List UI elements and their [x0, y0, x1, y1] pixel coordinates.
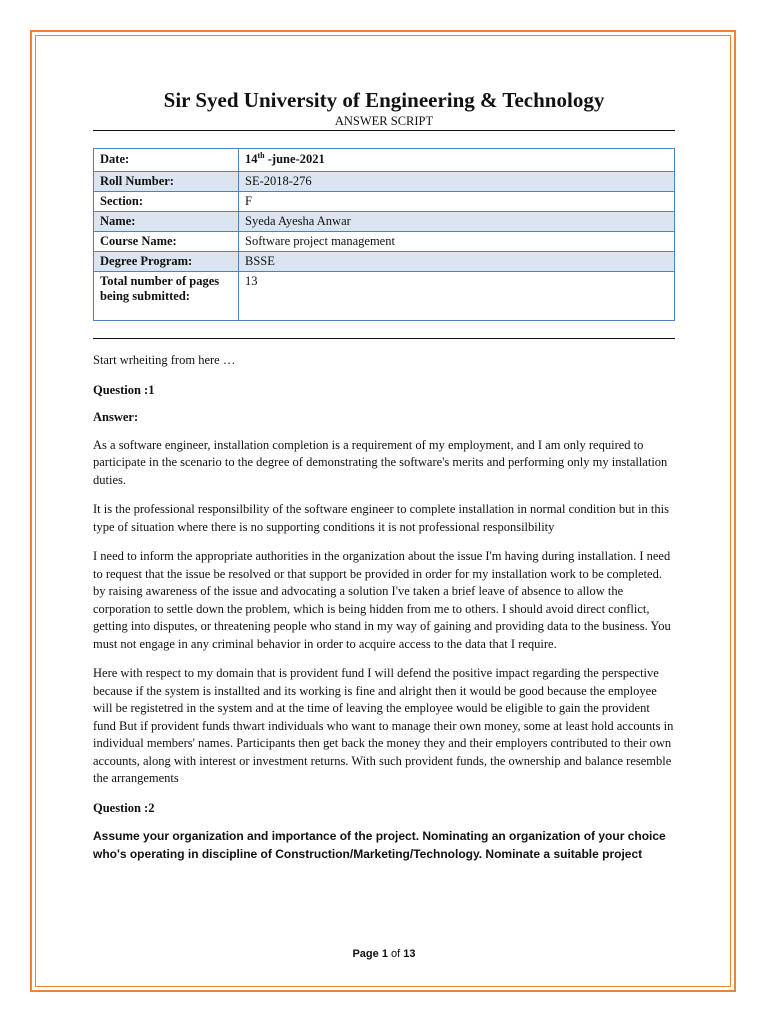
date-rest: -june-2021: [264, 152, 325, 166]
name-label: Name:: [94, 212, 239, 232]
pages-label: Total number of pages being submitted:: [94, 272, 239, 321]
pages-value: 13: [239, 272, 675, 321]
table-row: [94, 172, 675, 192]
start-text: Start wrheiting from here …: [93, 353, 236, 367]
page-total: 13: [403, 948, 416, 960]
name-value: Syeda Ayesha Anwar: [239, 212, 675, 232]
answer-paragraph-4: Here with respect to my domain that is provident fund I will defend the positive impact regarding the perspective because if the system is installted and its working is fine and alright then it would be good because the employee will be registetred in the system and at the time of leaving the employee would be eligible to gain the provident fund But if provident funds thwart individuals who want to manage their own money, some at least hold accounts in individual members' names. Participants then get back the money they and their employers contributed to their own accounts, along with interest or investment returns. With such provident funds, the ownership and balance resemble the arrangements: [93, 666, 674, 785]
date-suffix: th: [257, 150, 265, 160]
section-value: F: [239, 192, 675, 212]
answer-paragraph-1: As a software engineer, installation completion is a requirement of my employment, and I am only required to participate in the scenario to the degree of demonstrating the software's merits and performing only my installation duties.: [93, 437, 668, 487]
answer-paragraph-3: I need to inform the appropriate authorities in the organization about the issue I'm having during installation. I need to request that the issue be resolved or that support be provided in order for my installation work to be completed. by raising awareness of the issue and advocating a solution I've taken a brief leave of absence to allow the corporation to settle down the problem, which is being hidden from me to others. I should avoid direct conflict, getting into disputes, or threatening people who stand in my way of gaining and providing data to the business. You must not engage in any criminal behavior in order to acquire access to the data that I require.: [93, 549, 671, 651]
table-row: [94, 212, 675, 232]
date-value: [239, 149, 675, 172]
question-2-title: Question :2: [93, 800, 155, 815]
answer-label: Answer:: [93, 410, 139, 424]
degree-value: BSSE: [239, 252, 675, 272]
page-number: 1: [381, 948, 388, 960]
section-label: Section:: [94, 192, 239, 212]
table-row: [94, 252, 675, 272]
table-divider: [93, 338, 675, 339]
header: [93, 86, 675, 131]
date-day: 14: [245, 152, 258, 166]
question-2-text: Assume your organization and importance of the project. Nominating an organization of your choice who's operating in discipline of Construction/Marketing/Technology. Nominate a suitable project: [93, 829, 666, 861]
table-row: [94, 192, 675, 212]
info-table: [93, 148, 675, 321]
question-1-title: Question :1: [93, 382, 155, 397]
table-row: [94, 232, 675, 252]
university-title: Sir Syed University of Engineering & Technology: [163, 88, 605, 112]
roll-label: Roll Number:: [94, 172, 239, 192]
course-value: Software project management: [239, 232, 675, 252]
table-row: [94, 272, 675, 321]
table-row: [94, 149, 675, 172]
header-divider: [93, 130, 675, 131]
course-label: Course Name:: [94, 232, 239, 252]
answer-script-subtitle: ANSWER SCRIPT: [334, 114, 434, 128]
degree-label: Degree Program:: [94, 252, 239, 272]
page-footer: [0, 948, 768, 960]
answer-body: [93, 352, 675, 875]
date-label: Date:: [94, 149, 239, 172]
page-word: Page: [352, 948, 379, 960]
answer-paragraph-2: It is the professional responsilbility of the software engineer to complete installation in normal condition but in this type of situation where there is no supporting conditions it is not professional responsilbility: [93, 502, 669, 534]
of-word: of: [391, 948, 401, 960]
roll-value: SE-2018-276: [239, 172, 675, 192]
